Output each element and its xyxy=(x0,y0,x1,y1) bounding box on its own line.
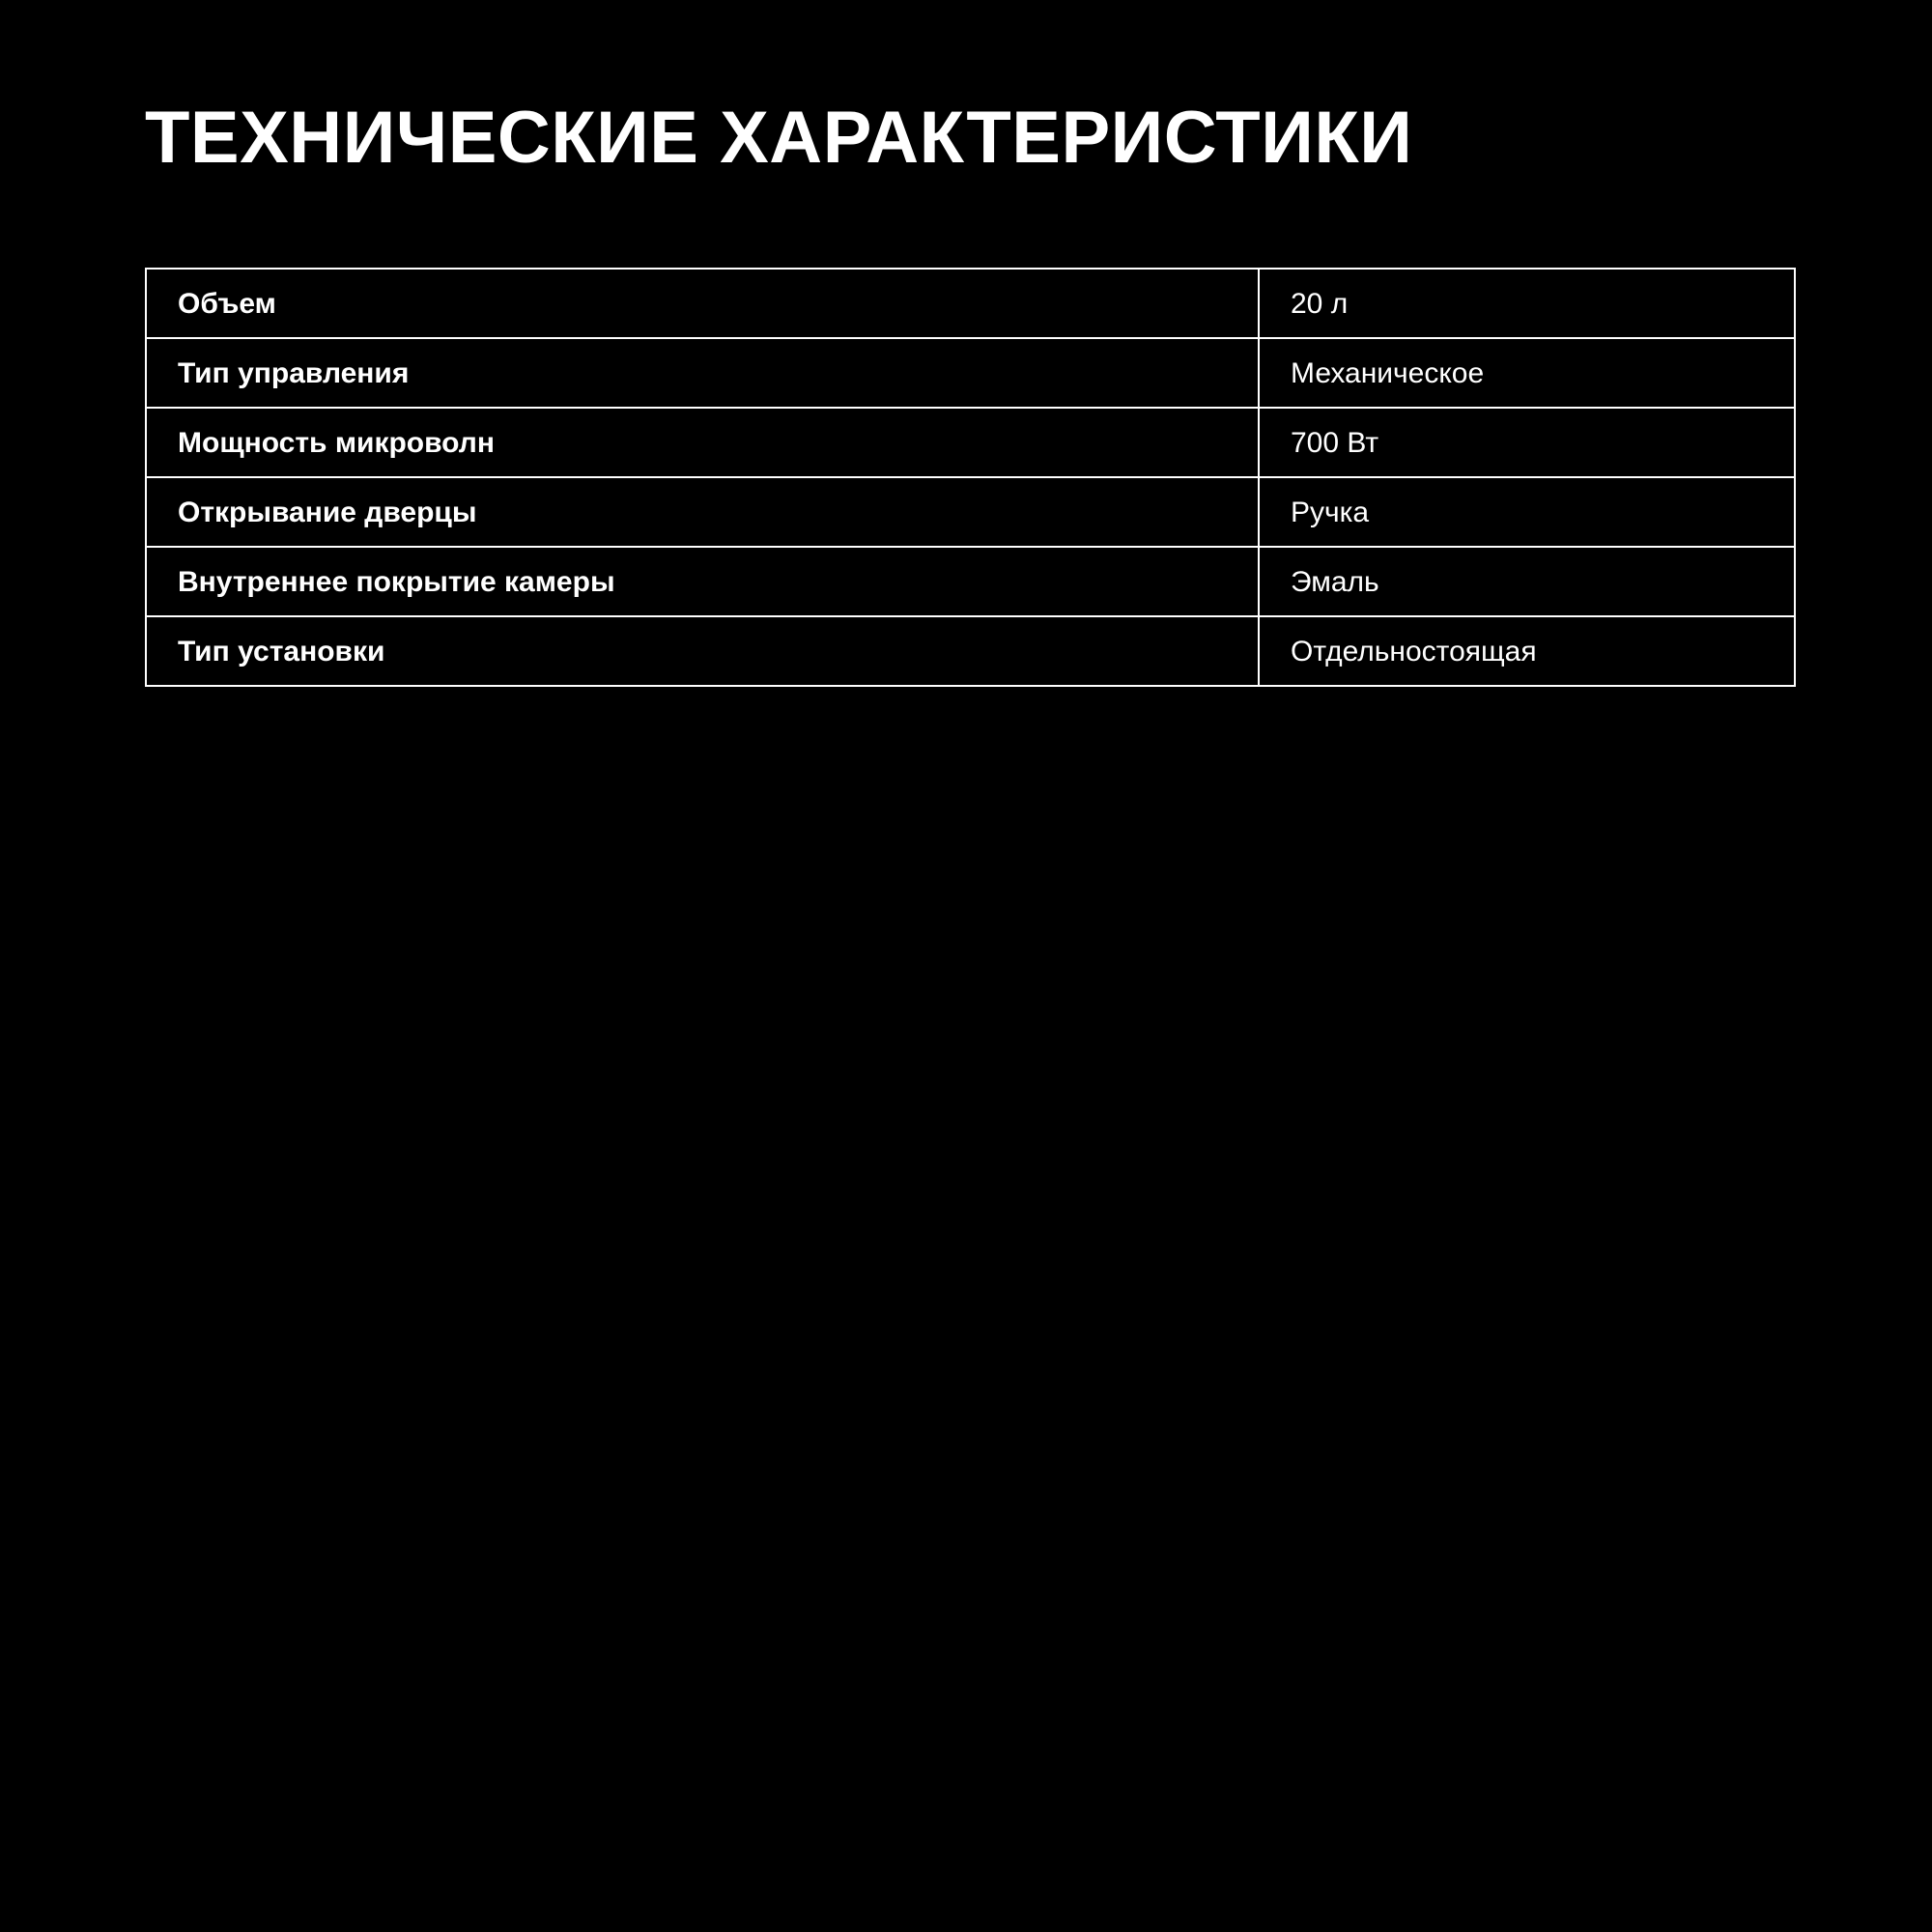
table-row xyxy=(146,338,1795,408)
spec-name: Тип установки xyxy=(146,616,1259,686)
spec-value: Ручка xyxy=(1259,477,1795,547)
spec-name: Объем xyxy=(146,269,1259,338)
spec-value: Эмаль xyxy=(1259,547,1795,616)
spec-name: Внутреннее покрытие камеры xyxy=(146,547,1259,616)
spec-value: 700 Вт xyxy=(1259,408,1795,477)
spec-value: 20 л xyxy=(1259,269,1795,338)
table-row xyxy=(146,547,1795,616)
page-title: ТЕХНИЧЕСКИЕ ХАРАКТЕРИСТИКИ xyxy=(145,97,1413,179)
spec-name: Открывание дверцы xyxy=(146,477,1259,547)
table-row xyxy=(146,616,1795,686)
specifications-table xyxy=(145,268,1796,687)
specifications-table-body xyxy=(146,269,1795,686)
spec-name: Мощность микроволн xyxy=(146,408,1259,477)
table-row xyxy=(146,408,1795,477)
spec-value: Механическое xyxy=(1259,338,1795,408)
spec-name: Тип управления xyxy=(146,338,1259,408)
table-row xyxy=(146,269,1795,338)
table-row xyxy=(146,477,1795,547)
spec-value: Отдельностоящая xyxy=(1291,635,1537,668)
